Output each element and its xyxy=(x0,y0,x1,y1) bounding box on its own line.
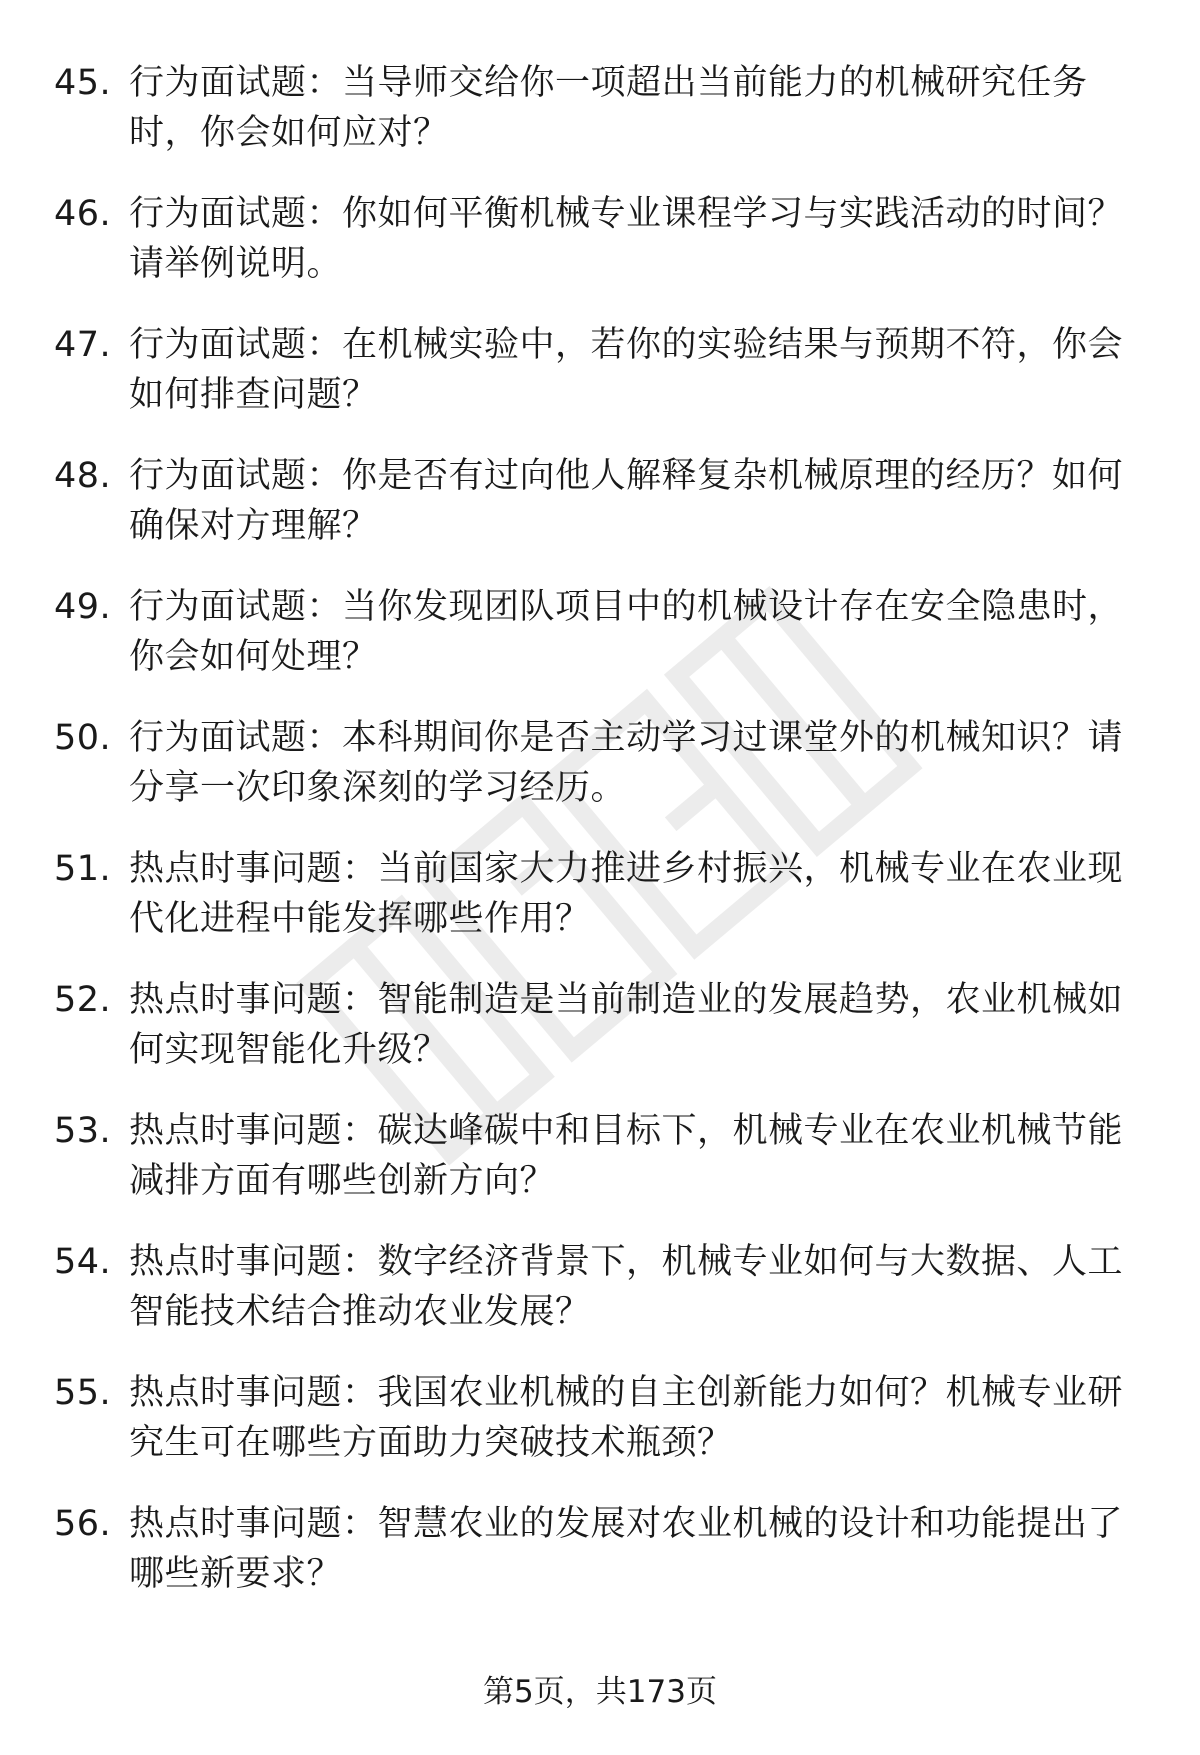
question-number: 53. xyxy=(54,1111,112,1151)
question-line: 热点时事问题：我国农业机械的自主创新能力如何？机械专业研 xyxy=(129,1373,1124,1413)
question-item xyxy=(0,713,1200,844)
question-item xyxy=(0,1106,1200,1237)
question-item xyxy=(0,451,1200,582)
question-number: 49. xyxy=(54,587,112,627)
question-item xyxy=(0,1368,1200,1499)
question-line: 如何排查问题？ xyxy=(129,375,378,415)
question-number: 51. xyxy=(54,849,112,889)
question-item xyxy=(0,844,1200,975)
question-number: 45. xyxy=(54,63,112,103)
question-line: 智能技术结合推动农业发展？ xyxy=(129,1292,591,1332)
question-item xyxy=(0,1499,1200,1630)
question-number: 50. xyxy=(54,718,112,758)
question-line: 行为面试题：当你发现团队项目中的机械设计存在安全隐患时， xyxy=(129,587,1124,627)
question-item xyxy=(0,1237,1200,1368)
question-number: 48. xyxy=(54,456,112,496)
page-number-footer: 第5页，共173页 xyxy=(483,1674,717,1710)
question-line: 行为面试题：在机械实验中，若你的实验结果与预期不符，你会 xyxy=(129,325,1124,365)
question-text xyxy=(129,1499,1154,1599)
question-text xyxy=(129,1368,1154,1468)
question-line: 减排方面有哪些创新方向？ xyxy=(129,1161,556,1201)
question-text xyxy=(129,58,1154,158)
question-line: 究生可在哪些方面助力突破技术瓶颈？ xyxy=(129,1423,733,1463)
question-line: 请举例说明。 xyxy=(129,244,343,284)
question-line: 哪些新要求？ xyxy=(129,1554,343,1594)
question-item xyxy=(0,582,1200,713)
question-line: 热点时事问题：智慧农业的发展对农业机械的设计和功能提出了 xyxy=(129,1504,1124,1544)
question-item xyxy=(0,975,1200,1106)
question-line: 行为面试题：当导师交给你一项超出当前能力的机械研究任务 xyxy=(129,63,1088,103)
question-text xyxy=(129,713,1154,813)
question-text xyxy=(129,320,1154,420)
question-line: 热点时事问题：当前国家大力推进乡村振兴，机械专业在农业现 xyxy=(129,849,1124,889)
question-number: 54. xyxy=(54,1242,112,1282)
question-line: 确保对方理解？ xyxy=(129,506,378,546)
question-line: 代化进程中能发挥哪些作用？ xyxy=(129,899,591,939)
question-text xyxy=(129,582,1154,682)
question-number: 56. xyxy=(54,1504,112,1544)
question-number: 47. xyxy=(54,325,112,365)
question-text xyxy=(129,844,1154,944)
question-line: 热点时事问题：数字经济背景下，机械专业如何与大数据、人工 xyxy=(129,1242,1124,1282)
question-text xyxy=(129,451,1154,551)
question-line: 行为面试题：你如何平衡机械专业课程学习与实践活动的时间？ xyxy=(129,194,1124,234)
question-line: 行为面试题：本科期间你是否主动学习过课堂外的机械知识？请 xyxy=(129,718,1124,758)
question-line: 何实现智能化升级？ xyxy=(129,1030,449,1070)
question-line: 时，你会如何应对？ xyxy=(129,113,449,153)
question-text xyxy=(129,189,1154,289)
question-line: 热点时事问题：智能制造是当前制造业的发展趋势，农业机械如 xyxy=(129,980,1124,1020)
question-list xyxy=(0,58,1200,1630)
question-line: 热点时事问题：碳达峰碳中和目标下，机械专业在农业机械节能 xyxy=(129,1111,1124,1151)
question-text xyxy=(129,975,1154,1075)
question-number: 46. xyxy=(54,194,112,234)
question-text xyxy=(129,1237,1154,1337)
question-item xyxy=(0,58,1200,189)
question-item xyxy=(0,189,1200,320)
question-line: 分享一次印象深刻的学习经历。 xyxy=(129,768,627,808)
question-item xyxy=(0,320,1200,451)
question-line: 行为面试题：你是否有过向他人解释复杂机械原理的经历？如何 xyxy=(129,456,1124,496)
question-number: 52. xyxy=(54,980,112,1020)
question-line: 你会如何处理？ xyxy=(129,637,378,677)
question-number: 55. xyxy=(54,1373,112,1413)
question-text xyxy=(129,1106,1154,1206)
